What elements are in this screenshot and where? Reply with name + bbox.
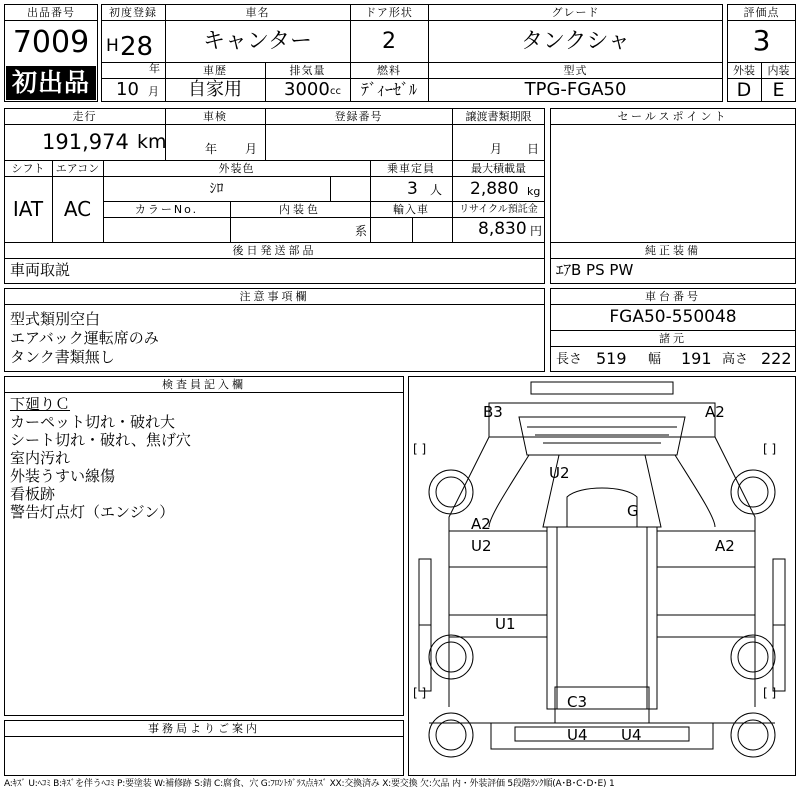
- model-code-header: 型式: [563, 64, 588, 77]
- inspection-header: 車検: [203, 110, 227, 123]
- legend-text: A:ｷｽﾞ U:ﾍｺﾐ B:ｷｽﾞを伴うﾍｺﾐ P:要塗装 W:補修跡 S:錆 C:腐食、穴 G:ﾌﾛﾝﾄｶﾞﾗｽ点ｷｽﾞ XX:交換済み X:要交換 欠:欠品 内・外装評価 5段階ﾗﾝｸ順(A･B･C･D･E) 1: [4, 779, 615, 789]
- inspection-month-unit: 月: [245, 142, 258, 156]
- interior-grade: E: [772, 79, 785, 101]
- mileage-value: 191,974: [42, 130, 129, 154]
- transfer-month-unit: 月: [490, 142, 503, 156]
- score-value: 3: [752, 24, 771, 57]
- notes-header: 注意事項欄: [239, 290, 310, 303]
- transfer-doc-header: 譲渡書類期限: [465, 110, 532, 123]
- office-header: 事務局よりご案内: [148, 722, 260, 735]
- damage-mark-u1: U1: [495, 615, 516, 633]
- interior-header: 内装: [767, 64, 790, 77]
- vehicle-diagram: [408, 376, 796, 776]
- lot-number: 7009: [12, 25, 90, 60]
- exterior-header: 外装: [733, 64, 755, 77]
- fuel-value: ﾃﾞｨｰｾﾞﾙ: [360, 80, 417, 99]
- equipment-value: ｴｱB PS PW: [556, 261, 634, 279]
- note-line: エアバック運転席のみ: [10, 329, 159, 347]
- inspector-note: 外装うすい線傷: [10, 467, 116, 485]
- mileage-header: 走行: [72, 110, 97, 123]
- wheels: [429, 470, 775, 757]
- note-line: 型式類別空白: [10, 310, 101, 328]
- shift-header: シフト: [11, 162, 45, 175]
- bracket-mark: [ ]: [763, 686, 777, 700]
- inspector-note: シート切れ・破れ、焦げ穴: [10, 431, 191, 449]
- aircon-value: AC: [63, 197, 92, 221]
- registration-header: 登録番号: [334, 110, 383, 123]
- chassis-header: 車台番号: [645, 290, 701, 303]
- inspector-note: 下廻りＣ: [10, 395, 71, 413]
- displacement-unit: cc: [330, 86, 341, 97]
- car-name-header: 車名: [245, 6, 270, 19]
- month-unit: 月: [148, 85, 159, 98]
- damage-mark-a2: A2: [471, 515, 491, 533]
- history-value: 自家用: [188, 79, 242, 100]
- width-value: 191: [681, 349, 712, 368]
- history-header: 車歴: [203, 64, 227, 77]
- later-parts-header: 後日発送部品: [232, 244, 317, 257]
- later-parts-value: 車両取説: [10, 261, 71, 279]
- truck-diagram-svg: [409, 377, 795, 775]
- int-color-header: 内装色: [279, 203, 321, 216]
- damage-mark-a2: A2: [705, 403, 725, 421]
- damage-mark-u4: U4: [621, 726, 642, 744]
- first-reg-month: 10: [116, 79, 139, 100]
- mileage-unit: km: [137, 131, 167, 153]
- displacement-value: 3000: [284, 79, 330, 100]
- first-reg-header: 初度登録: [109, 6, 157, 19]
- score-header: 評価点: [743, 6, 780, 19]
- grade-value: タンクシャ: [520, 29, 631, 54]
- height-label: 高さ: [722, 352, 749, 367]
- fuel-header: 燃料: [377, 64, 401, 77]
- ext-color-value: ｼﾛ: [209, 181, 224, 197]
- inspector-header: 検査員記入欄: [162, 378, 246, 391]
- inspector-note: 看板跡: [10, 485, 56, 503]
- inspector-note: 室内汚れ: [10, 449, 71, 467]
- sales-point-header: セールスポイント: [617, 110, 729, 123]
- height-value: 222: [761, 349, 792, 368]
- length-label: 長さ: [556, 352, 583, 367]
- model-code-value: TPG-FGA50: [524, 79, 627, 100]
- lot-label: 出品番号: [27, 6, 75, 19]
- damage-mark-a2: A2: [715, 537, 735, 555]
- bracket-mark: [ ]: [763, 442, 777, 456]
- ext-color-header: 外装色: [218, 162, 255, 175]
- inspection-year-unit: 年: [205, 142, 218, 156]
- door-count: 2: [382, 29, 396, 54]
- bracket-mark: [ ]: [413, 442, 427, 456]
- chassis-number: FGA50-550048: [609, 307, 737, 327]
- aircon-header: エアコン: [55, 162, 100, 175]
- dimensions-header: 諸元: [659, 332, 687, 345]
- equipment-header: 純正装備: [645, 244, 701, 257]
- grade-header: グレード: [551, 6, 600, 19]
- damage-mark-u2: U2: [549, 464, 570, 482]
- damage-mark-g: G: [627, 502, 639, 520]
- max-load-value: 2,880: [470, 179, 519, 199]
- car-name: キャンター: [202, 29, 313, 54]
- max-load-unit: kg: [527, 185, 541, 198]
- import-header: 輸入車: [393, 203, 429, 216]
- max-load-header: 最大積載量: [471, 162, 526, 175]
- inspector-note: 警告灯点灯（エンジン）: [10, 503, 175, 521]
- inspector-note: カーペット切れ・破れ大: [10, 413, 176, 431]
- int-color-unit: 系: [355, 224, 368, 238]
- bracket-mark: [ ]: [413, 686, 427, 700]
- length-value: 519: [596, 349, 627, 368]
- era: H: [106, 36, 119, 56]
- recycle-unit: 円: [530, 224, 543, 238]
- note-line: タンク書類無し: [10, 348, 115, 366]
- first-listing-text: 初出品: [11, 68, 90, 97]
- recycle-header: リサイクル預託金: [459, 204, 538, 215]
- recycle-value: 8,830: [478, 219, 527, 239]
- capacity-header: 乗車定員: [387, 162, 435, 175]
- year-unit: 年: [149, 62, 160, 75]
- shift-value: IAT: [12, 197, 44, 221]
- exterior-grade: D: [736, 79, 752, 101]
- damage-mark-c3: C3: [567, 693, 588, 711]
- damage-mark-u2: U2: [471, 537, 492, 555]
- capacity-unit: 人: [430, 183, 443, 197]
- capacity-value: 3: [407, 179, 418, 199]
- displacement-header: 排気量: [289, 64, 326, 77]
- width-label: 幅: [648, 352, 662, 367]
- damage-mark-u4: U4: [567, 726, 588, 744]
- color-no-header: カラーNo.: [134, 203, 199, 216]
- damage-mark-b3: B3: [483, 403, 503, 421]
- first-reg-year: 28: [120, 32, 154, 62]
- door-header: ドア形状: [365, 6, 413, 19]
- transfer-day-unit: 日: [527, 142, 540, 156]
